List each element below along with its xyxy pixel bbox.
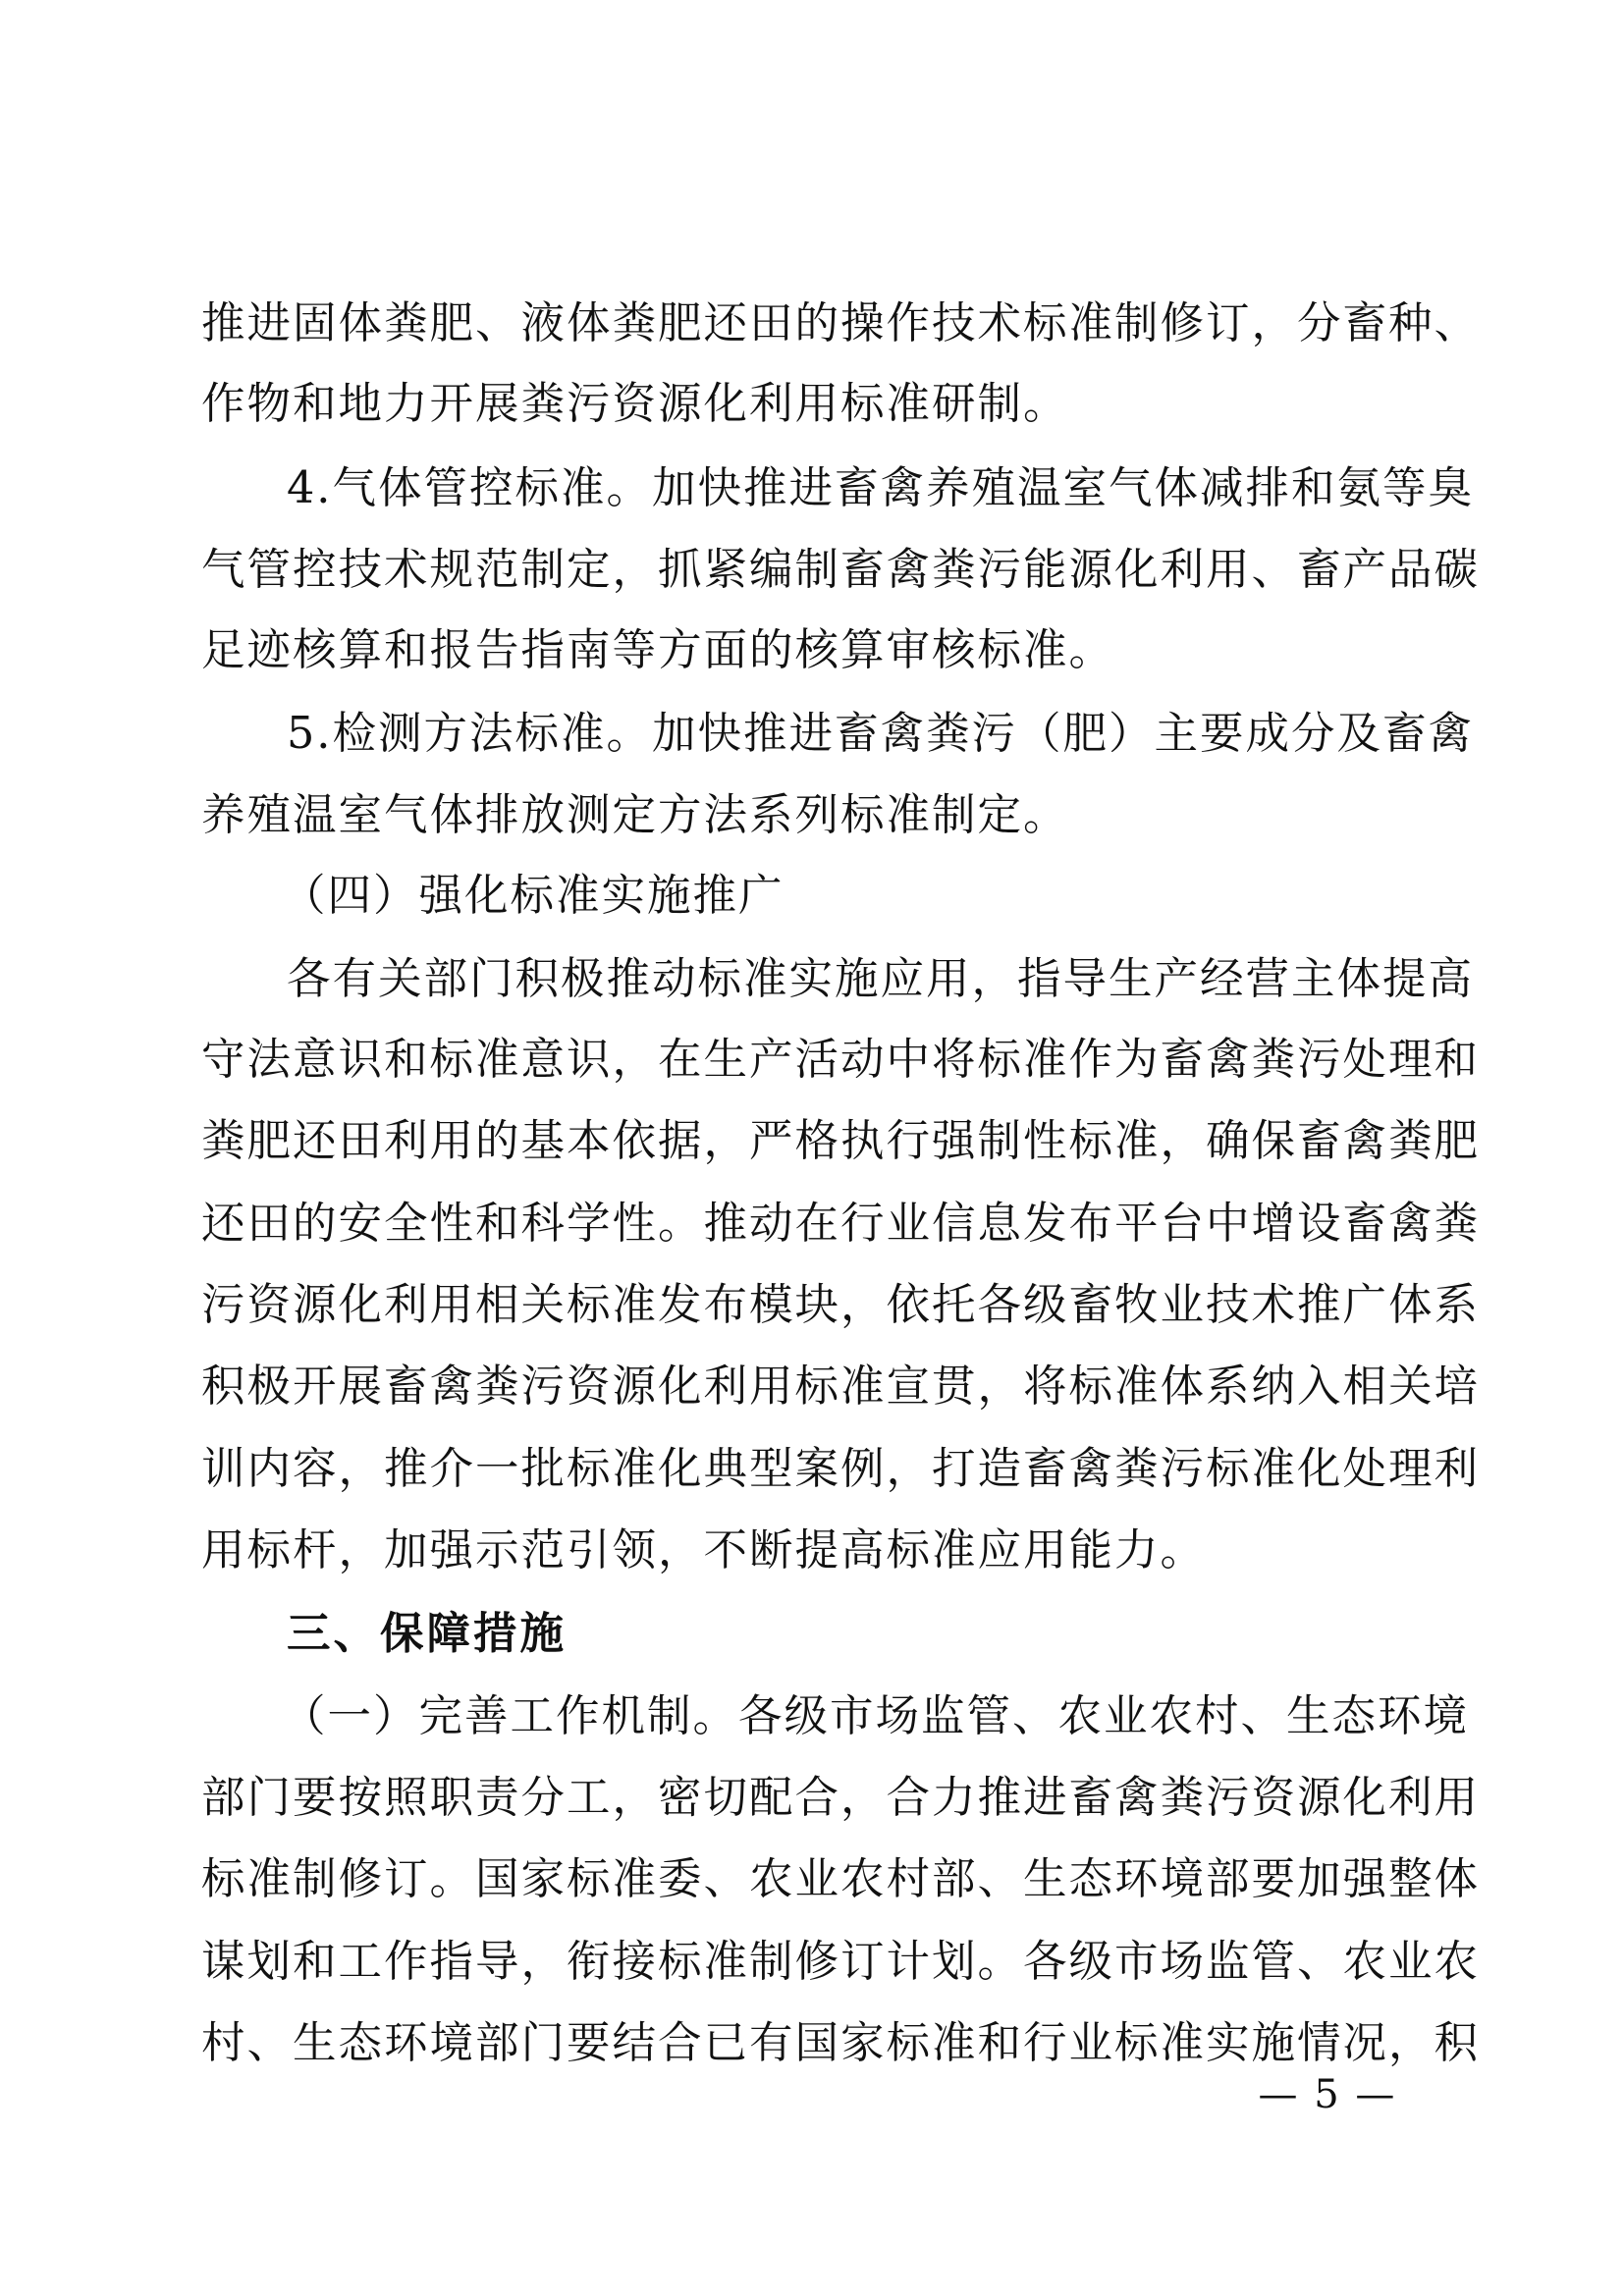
paragraph-line: （一）完善工作机制。各级市场监管、农业农村、生态环境 — [282, 1691, 1470, 1741]
section-subheading: （四）强化标准实施推广 — [282, 871, 785, 921]
paragraph-line: 标准制修订。国家标准委、农业农村部、生态环境部要加强整体 — [201, 1854, 1481, 1904]
paragraph-line: 积极开展畜禽粪污资源化利用标准宣贯，将标准体系纳入相关培 — [201, 1362, 1481, 1412]
paragraph-line: 粪肥还田利用的基本依据，严格执行强制性标准，确保畜禽粪肥 — [201, 1116, 1481, 1166]
section-heading: 三、保障措施 — [287, 1609, 568, 1659]
paragraph-line: 作物和地力开展粪污资源化利用标准研制。 — [201, 379, 1069, 429]
paragraph-line: 训内容，推介一批标准化典型案例，打造畜禽粪污标准化处理利 — [201, 1444, 1481, 1494]
paragraph-line: 部门要按照职责分工，密切配合，合力推进畜禽粪污资源化利用 — [201, 1773, 1481, 1823]
paragraph-line: 4.气体管控标准。加快推进畜禽养殖温室气体减排和氨等臭 — [287, 463, 1474, 513]
paragraph-line: 守法意识和标准意识，在生产活动中将标准作为畜禽粪污处理和 — [201, 1035, 1481, 1085]
paragraph-line: 5.检测方法标准。加快推进畜禽粪污（肥）主要成分及畜禽 — [287, 709, 1474, 759]
page-number: — 5 — — [1258, 2072, 1397, 2117]
paragraph-line: 谋划和工作指导，衔接标准制修订计划。各级市场监管、农业农 — [201, 1937, 1481, 1987]
paragraph-line: 足迹核算和报告指南等方面的核算审核标准。 — [201, 625, 1115, 675]
paragraph-line: 污资源化利用相关标准发布模块，依托各级畜牧业技术推广体系 — [201, 1280, 1481, 1330]
paragraph-line: 还田的安全性和科学性。推动在行业信息发布平台中增设畜禽粪 — [201, 1199, 1481, 1249]
paragraph-line: 养殖温室气体排放测定方法系列标准制定。 — [201, 790, 1069, 840]
paragraph-line: 各有关部门积极推动标准实施应用，指导生产经营主体提高 — [287, 954, 1475, 1004]
paragraph-line: 村、生态环境部门要结合已有国家标准和行业标准实施情况，积 — [201, 2018, 1481, 2068]
paragraph-line: 推进固体粪肥、液体粪肥还田的操作技术标准制修订，分畜种、 — [201, 298, 1481, 348]
paragraph-line: 用标杆，加强示范引领，不断提高标准应用能力。 — [201, 1525, 1207, 1575]
paragraph-line: 气管控技术规范制定，抓紧编制畜禽粪污能源化利用、畜产品碳 — [201, 545, 1481, 595]
